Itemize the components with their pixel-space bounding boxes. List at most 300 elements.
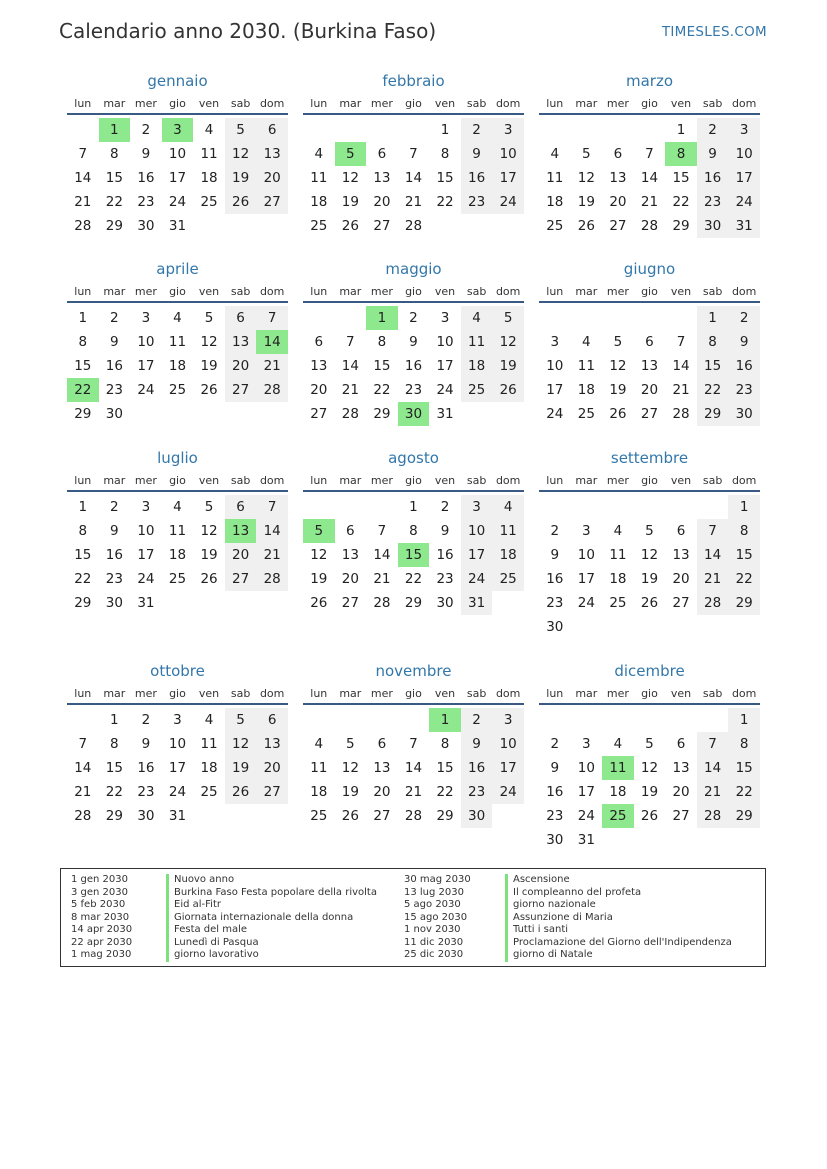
day-cell: 16 — [546, 784, 564, 800]
day-cell: 19 — [225, 756, 257, 780]
day-cell: 20 — [640, 382, 659, 398]
weekday-label: sab — [230, 687, 251, 700]
day-cell: 2 — [728, 306, 760, 330]
day-cell: 12 — [341, 170, 359, 186]
day-cell: 6 — [314, 334, 324, 350]
weekday-header — [539, 472, 760, 492]
day-cell: 10 — [168, 146, 187, 162]
weekday-label: mar — [575, 687, 598, 700]
empty-cell — [665, 306, 697, 330]
day-cell: 8 — [409, 523, 418, 539]
day-cell: 14 — [404, 760, 423, 776]
holiday-names-left — [166, 874, 377, 962]
day-cell: 15 — [74, 547, 92, 563]
month-name: dicembre — [614, 662, 685, 680]
day-cell: 14 — [404, 170, 423, 186]
day-cell: 22 — [436, 784, 454, 800]
day-grid — [303, 708, 524, 828]
day-cell: 3 — [492, 708, 524, 732]
holiday-date: 5 ago 2030 — [404, 899, 461, 910]
empty-cell — [539, 708, 571, 732]
weekday-label: mer — [370, 285, 393, 298]
day-cell: 10 — [436, 334, 454, 350]
day-cell: 19 — [577, 194, 595, 210]
day-cell: 16 — [461, 166, 493, 190]
day-cell: 21 — [697, 780, 729, 804]
day-cell: 3 — [173, 712, 182, 728]
weekday-label: gio — [641, 285, 658, 298]
empty-cell — [366, 495, 398, 519]
weekday-header — [303, 283, 524, 303]
weekday-label: mer — [606, 97, 629, 110]
day-cell: 27 — [310, 406, 328, 422]
day-cell: 15 — [398, 543, 430, 567]
day-cell: 19 — [310, 571, 328, 587]
day-cell: 21 — [74, 784, 92, 800]
day-cell: 4 — [204, 122, 214, 138]
day-cell: 28 — [74, 808, 92, 824]
empty-cell — [130, 402, 162, 426]
day-cell: 5 — [225, 118, 257, 142]
empty-cell — [366, 118, 398, 142]
empty-cell — [67, 708, 99, 732]
day-cell: 1 — [99, 118, 131, 142]
empty-cell — [193, 591, 225, 615]
weekday-label: gio — [169, 687, 186, 700]
day-cell: 19 — [200, 547, 218, 563]
day-cell: 23 — [728, 378, 760, 402]
day-cell: 2 — [697, 118, 729, 142]
day-cell: 17 — [137, 547, 155, 563]
empty-cell — [571, 708, 603, 732]
day-cell: 7 — [409, 146, 418, 162]
day-cell: 11 — [492, 519, 524, 543]
day-cell: 1 — [366, 306, 398, 330]
day-cell: 20 — [672, 784, 690, 800]
day-cell: 29 — [728, 591, 760, 615]
holiday-date: 25 dic 2030 — [404, 949, 464, 960]
empty-cell — [335, 306, 367, 330]
day-cell: 22 — [672, 194, 690, 210]
empty-cell — [665, 828, 697, 852]
day-cell: 2 — [440, 499, 450, 515]
day-cell: 2 — [461, 118, 493, 142]
day-cell: 11 — [546, 170, 564, 186]
weekday-label: sab — [230, 285, 251, 298]
day-cell: 18 — [609, 571, 627, 587]
day-cell: 7 — [78, 146, 88, 162]
holiday-name: giorno di Natale — [505, 949, 732, 962]
month-name: novembre — [375, 662, 452, 680]
month-febbraio — [303, 70, 524, 238]
day-cell: 5 — [492, 306, 524, 330]
day-cell: 3 — [141, 310, 151, 326]
weekday-label: dom — [259, 687, 285, 700]
day-cell: 27 — [640, 406, 659, 422]
day-cell: 27 — [373, 218, 391, 234]
weekday-label: gio — [641, 97, 658, 110]
day-cell: 14 — [672, 358, 690, 374]
weekday-label: dom — [495, 285, 521, 298]
day-cell: 21 — [640, 194, 659, 210]
day-cell: 1 — [728, 708, 760, 732]
empty-cell — [634, 708, 666, 732]
months-grid — [67, 70, 761, 860]
day-cell: 3 — [141, 499, 151, 515]
day-cell: 28 — [341, 406, 359, 422]
month-name: giugno — [623, 260, 676, 278]
day-cell: 27 — [609, 218, 627, 234]
month-dicembre — [539, 660, 760, 852]
day-grid — [67, 708, 288, 828]
day-cell: 25 — [168, 571, 187, 587]
weekday-label: sab — [466, 97, 487, 110]
day-cell: 10 — [168, 736, 187, 752]
day-cell: 21 — [373, 571, 391, 587]
day-cell: 5 — [613, 334, 623, 350]
day-cell: 23 — [546, 808, 564, 824]
day-cell: 13 — [256, 732, 288, 756]
day-cell: 16 — [137, 170, 155, 186]
holiday-name: giorno nazionale — [505, 899, 732, 912]
day-cell: 5 — [303, 519, 335, 543]
day-cell: 13 — [640, 358, 659, 374]
day-cell: 24 — [492, 780, 524, 804]
day-cell: 31 — [577, 832, 595, 848]
empty-cell — [602, 708, 634, 732]
day-cell: 20 — [310, 382, 328, 398]
empty-cell — [602, 828, 634, 852]
holiday-name: Assunzione di Maria — [505, 912, 732, 925]
day-cell: 29 — [74, 406, 92, 422]
empty-cell — [602, 495, 634, 519]
day-cell: 4 — [613, 523, 623, 539]
day-cell: 18 — [310, 194, 328, 210]
weekday-label: mer — [134, 285, 157, 298]
weekday-label: gio — [641, 474, 658, 487]
day-cell: 7 — [697, 732, 729, 756]
day-cell: 17 — [577, 784, 595, 800]
day-cell: 28 — [404, 808, 423, 824]
day-cell: 14 — [256, 519, 288, 543]
day-cell: 13 — [256, 142, 288, 166]
weekday-label: dom — [259, 285, 285, 298]
day-cell: 20 — [225, 543, 257, 567]
holiday-date: 1 nov 2030 — [404, 924, 461, 935]
empty-cell — [256, 591, 288, 615]
holiday-date: 14 apr 2030 — [71, 924, 133, 935]
weekday-label: dom — [731, 285, 757, 298]
holiday-name: Festa del male — [166, 924, 377, 937]
day-cell: 2 — [141, 712, 151, 728]
day-cell: 22 — [67, 378, 99, 402]
day-cell: 19 — [609, 382, 627, 398]
weekday-label: sab — [702, 474, 723, 487]
day-cell: 11 — [168, 523, 187, 539]
day-cell: 8 — [78, 334, 88, 350]
weekday-label: dom — [731, 474, 757, 487]
day-cell: 20 — [373, 194, 391, 210]
day-cell: 26 — [492, 378, 524, 402]
empty-cell — [225, 402, 257, 426]
day-cell: 11 — [577, 358, 595, 374]
day-cell: 2 — [409, 310, 418, 326]
day-cell: 8 — [110, 736, 119, 752]
day-cell: 6 — [676, 736, 686, 752]
day-cell: 28 — [697, 591, 729, 615]
day-cell: 23 — [137, 194, 155, 210]
day-cell: 27 — [341, 595, 359, 611]
day-cell: 13 — [310, 358, 328, 374]
month-name: maggio — [385, 260, 442, 278]
weekday-label: dom — [495, 474, 521, 487]
weekday-label: dom — [259, 474, 285, 487]
day-cell: 18 — [609, 784, 627, 800]
day-cell: 19 — [341, 784, 359, 800]
empty-cell — [492, 214, 524, 238]
weekday-label: mer — [606, 687, 629, 700]
empty-cell — [492, 591, 524, 615]
weekday-label: mar — [339, 97, 362, 110]
weekday-header — [539, 685, 760, 705]
day-cell: 15 — [672, 170, 690, 186]
weekday-label: mer — [134, 474, 157, 487]
day-cell: 8 — [440, 736, 450, 752]
day-cell: 13 — [225, 519, 257, 543]
weekday-label: lun — [74, 474, 92, 487]
day-cell: 28 — [256, 378, 288, 402]
day-cell: 9 — [110, 334, 119, 350]
day-cell: 15 — [697, 354, 729, 378]
day-cell: 28 — [672, 406, 690, 422]
holiday-name: Giornata internazionale della donna — [166, 912, 377, 925]
day-cell: 31 — [436, 406, 454, 422]
weekday-label: dom — [259, 97, 285, 110]
day-cell: 18 — [310, 784, 328, 800]
day-cell: 28 — [256, 567, 288, 591]
empty-cell — [335, 708, 367, 732]
day-cell: 24 — [577, 595, 595, 611]
day-cell: 7 — [676, 334, 686, 350]
weekday-label: dom — [495, 687, 521, 700]
day-cell: 12 — [492, 330, 524, 354]
day-cell: 8 — [78, 523, 88, 539]
day-cell: 23 — [461, 190, 493, 214]
month-aprile — [67, 258, 288, 426]
day-cell: 8 — [377, 334, 387, 350]
day-cell: 2 — [141, 122, 151, 138]
day-cell: 12 — [225, 142, 257, 166]
day-cell: 22 — [74, 571, 92, 587]
day-cell: 30 — [105, 595, 123, 611]
day-cell: 9 — [728, 330, 760, 354]
empty-cell — [162, 591, 194, 615]
holiday-date: 15 ago 2030 — [404, 911, 468, 923]
holiday-date: 30 mag 2030 — [404, 874, 471, 885]
empty-cell — [602, 615, 634, 639]
day-cell: 14 — [256, 330, 288, 354]
weekday-label: mar — [103, 97, 126, 110]
day-cell: 13 — [672, 760, 690, 776]
day-cell: 1 — [440, 122, 450, 138]
day-cell: 2 — [550, 523, 560, 539]
empty-cell — [571, 615, 603, 639]
weekday-label: mar — [103, 687, 126, 700]
day-cell: 29 — [436, 808, 454, 824]
empty-cell — [602, 306, 634, 330]
empty-cell — [193, 804, 225, 828]
day-cell: 31 — [728, 214, 760, 238]
month-maggio — [303, 258, 524, 426]
day-cell: 28 — [74, 218, 92, 234]
empty-cell — [492, 402, 524, 426]
day-cell: 8 — [728, 732, 760, 756]
day-cell: 31 — [168, 218, 187, 234]
day-cell: 26 — [640, 808, 659, 824]
weekday-label: dom — [731, 97, 757, 110]
day-cell: 15 — [373, 358, 391, 374]
empty-cell — [602, 118, 634, 142]
day-cell: 19 — [640, 571, 659, 587]
day-cell: 30 — [137, 808, 155, 824]
brand-link[interactable]: TIMESLES.COM — [661, 24, 767, 40]
weekday-header — [303, 95, 524, 115]
weekday-label: mer — [134, 687, 157, 700]
day-cell: 24 — [492, 190, 524, 214]
day-cell: 13 — [341, 547, 359, 563]
day-cell: 21 — [672, 382, 690, 398]
day-cell: 25 — [577, 406, 595, 422]
day-cell: 22 — [373, 382, 391, 398]
day-cell: 26 — [225, 190, 257, 214]
day-cell: 21 — [404, 194, 423, 210]
day-cell: 25 — [602, 804, 634, 828]
day-cell: 14 — [640, 170, 659, 186]
day-cell: 11 — [310, 760, 328, 776]
month-settembre — [539, 447, 760, 639]
day-cell: 29 — [373, 406, 391, 422]
day-cell: 16 — [105, 358, 123, 374]
empty-cell — [461, 214, 493, 238]
weekday-label: mer — [370, 97, 393, 110]
month-name: luglio — [157, 449, 198, 467]
day-cell: 6 — [645, 334, 654, 350]
weekday-label: gio — [169, 474, 186, 487]
day-cell: 25 — [461, 378, 493, 402]
day-cell: 17 — [461, 543, 493, 567]
day-cell: 24 — [168, 194, 187, 210]
day-cell: 29 — [105, 808, 123, 824]
weekday-label: lun — [546, 97, 564, 110]
day-cell: 28 — [697, 804, 729, 828]
day-cell: 9 — [461, 142, 493, 166]
day-cell: 10 — [492, 142, 524, 166]
day-cell: 7 — [409, 736, 418, 752]
empty-cell — [225, 804, 257, 828]
holiday-date: 13 lug 2030 — [404, 886, 464, 898]
day-cell: 10 — [137, 334, 155, 350]
day-cell: 10 — [577, 760, 595, 776]
day-cell: 21 — [256, 543, 288, 567]
day-cell: 29 — [672, 218, 690, 234]
day-cell: 4 — [314, 736, 324, 752]
day-cell: 22 — [728, 567, 760, 591]
day-cell: 23 — [105, 382, 123, 398]
day-cell: 22 — [728, 780, 760, 804]
day-cell: 2 — [110, 499, 119, 515]
weekday-label: lun — [74, 97, 92, 110]
day-cell: 4 — [582, 334, 591, 350]
day-cell: 16 — [728, 354, 760, 378]
day-cell: 24 — [137, 571, 155, 587]
day-cell: 12 — [640, 760, 659, 776]
empty-cell — [193, 214, 225, 238]
day-cell: 30 — [697, 214, 729, 238]
day-cell: 17 — [728, 166, 760, 190]
weekday-label: ven — [670, 97, 692, 110]
day-cell: 30 — [546, 619, 564, 635]
month-giugno — [539, 258, 760, 426]
weekday-label: mar — [575, 285, 598, 298]
day-cell: 17 — [168, 170, 187, 186]
day-cell: 13 — [609, 170, 627, 186]
weekday-label: mar — [339, 687, 362, 700]
day-cell: 30 — [546, 832, 564, 848]
day-cell: 26 — [200, 382, 218, 398]
weekday-header — [67, 283, 288, 303]
day-cell: 13 — [225, 330, 257, 354]
empty-cell — [193, 402, 225, 426]
day-cell: 15 — [105, 760, 123, 776]
day-cell: 15 — [728, 756, 760, 780]
day-cell: 4 — [204, 712, 214, 728]
weekday-label: mer — [370, 687, 393, 700]
weekday-label: ven — [198, 285, 220, 298]
day-cell: 16 — [137, 760, 155, 776]
month-gennaio — [67, 70, 288, 238]
weekday-header — [67, 472, 288, 492]
holiday-date: 5 feb 2030 — [71, 899, 126, 910]
day-cell: 30 — [398, 402, 430, 426]
day-cell: 9 — [141, 736, 151, 752]
day-cell: 11 — [200, 146, 218, 162]
day-cell: 8 — [728, 519, 760, 543]
empty-cell — [634, 615, 666, 639]
day-cell: 13 — [672, 547, 690, 563]
empty-cell — [539, 495, 571, 519]
day-cell: 27 — [225, 567, 257, 591]
day-cell: 9 — [409, 334, 418, 350]
month-ottobre — [67, 660, 288, 828]
day-cell: 14 — [697, 756, 729, 780]
day-cell: 4 — [492, 495, 524, 519]
day-cell: 2 — [550, 736, 560, 752]
weekday-header — [67, 685, 288, 705]
day-cell: 18 — [577, 382, 595, 398]
weekday-label: lun — [546, 687, 564, 700]
day-cell: 20 — [373, 784, 391, 800]
holiday-name: Burkina Faso Festa popolare della rivolta — [166, 887, 377, 900]
day-cell: 1 — [429, 708, 461, 732]
day-cell: 6 — [613, 146, 623, 162]
weekday-label: lun — [74, 285, 92, 298]
holiday-date: 3 gen 2030 — [71, 886, 129, 898]
day-cell: 7 — [256, 495, 288, 519]
empty-cell — [225, 214, 257, 238]
month-name: gennaio — [147, 72, 208, 90]
holiday-name: Nuovo anno — [166, 874, 377, 887]
month-name: agosto — [388, 449, 439, 467]
